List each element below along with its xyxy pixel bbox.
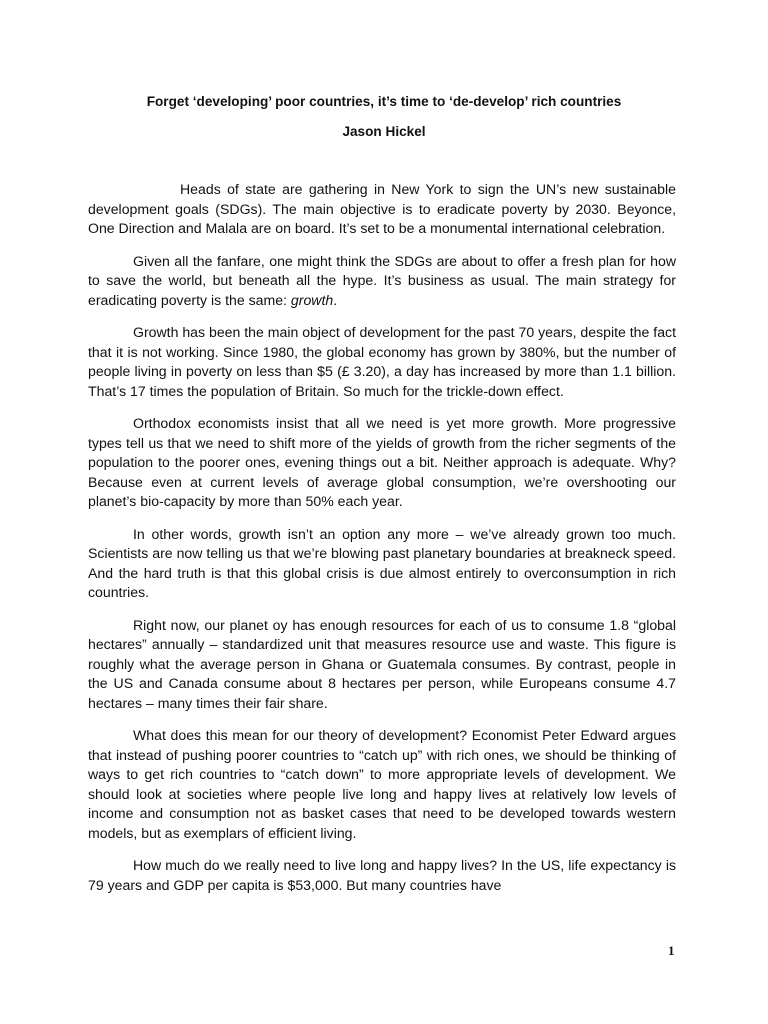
document-author: Jason Hickel — [342, 124, 426, 139]
paragraph-2-text: Given all the fanfare, one might think the SDGs are about to offer a fresh plan for how to save the world, but beneath all the hype. It’s business as usual. The main strategy for eradicating poverty is the same: — [88, 252, 676, 308]
paragraph-2 — [88, 252, 676, 311]
article-body — [88, 180, 676, 895]
document-title: Forget ‘developing’ poor countries, it’s time to ‘de-develop’ rich countries — [146, 94, 622, 109]
paragraph-2-end: . — [333, 291, 338, 308]
paragraph-2-emphasis: growth — [290, 291, 334, 308]
page-number: 1 — [668, 943, 675, 958]
paragraph-5: In other words, growth isn’t an option any more – we’ve already grown too much. Scientists are now telling us that we’re blowing past planetary boundaries at breakneck speed. And the hard truth is that this global crisis is due almost entirely to overconsumption in rich countries. — [88, 525, 676, 600]
paragraph-7: What does this mean for our theory of development? Economist Peter Edward argues that instead of pushing poorer countries to “catch up” with rich ones, we should be thinking of ways to get rich countries to “catch down” to more appropriate levels of development. We should look at societies where people live long and happy lives at relatively low levels of income and consumption not as basket cases that need to be developed towards western models, but as exemplars of efficient living. — [88, 727, 676, 841]
paragraph-1: Heads of state are gathering in New York to sign the UN’s new sustainable development goals (SDGs). The main objective is to eradicate poverty by 2030. Beyonce, One Direction and Malala are on board. It’s set to be a monumental international celebration. — [88, 181, 676, 236]
paragraph-4: Orthodox economists insist that all we need is yet more growth. More progressive types tell us that we need to shift more of the yields of growth from the richer segments of the population to the poorer ones, evening things out a bit. Neither approach is adequate. Why? Because even at current levels of average global consumption, we’re overshooting our planet’s bio-capacity by more than 50% each year. — [88, 415, 676, 509]
paragraph-8: How much do we really need to live long and happy lives? In the US, life expectancy is 79 years and GDP per capita is $53,000. But many countries have — [88, 857, 676, 893]
paragraph-6: Right now, our planet oy has enough resources for each of us to consume 1.8 “global hectares” annually – standardized unit that measures resource use and waste. This figure is roughly what the average person in Ghana or Guatemala consumes. By contrast, people in the US and Canada consume about 8 hectares per person, while Europeans consume 4.7 hectares – many times their fair share. — [88, 616, 676, 711]
paragraph-3: Growth has been the main object of development for the past 70 years, despite the fact that it is not working. Since 1980, the global economy has grown by 380%, but the number of people living in poverty on less than $5 (£ 3.20), a day has increased by more than 1.1 billion. That’s 17 times the population of Britain. So much for the trickle-down effect. — [88, 324, 676, 399]
